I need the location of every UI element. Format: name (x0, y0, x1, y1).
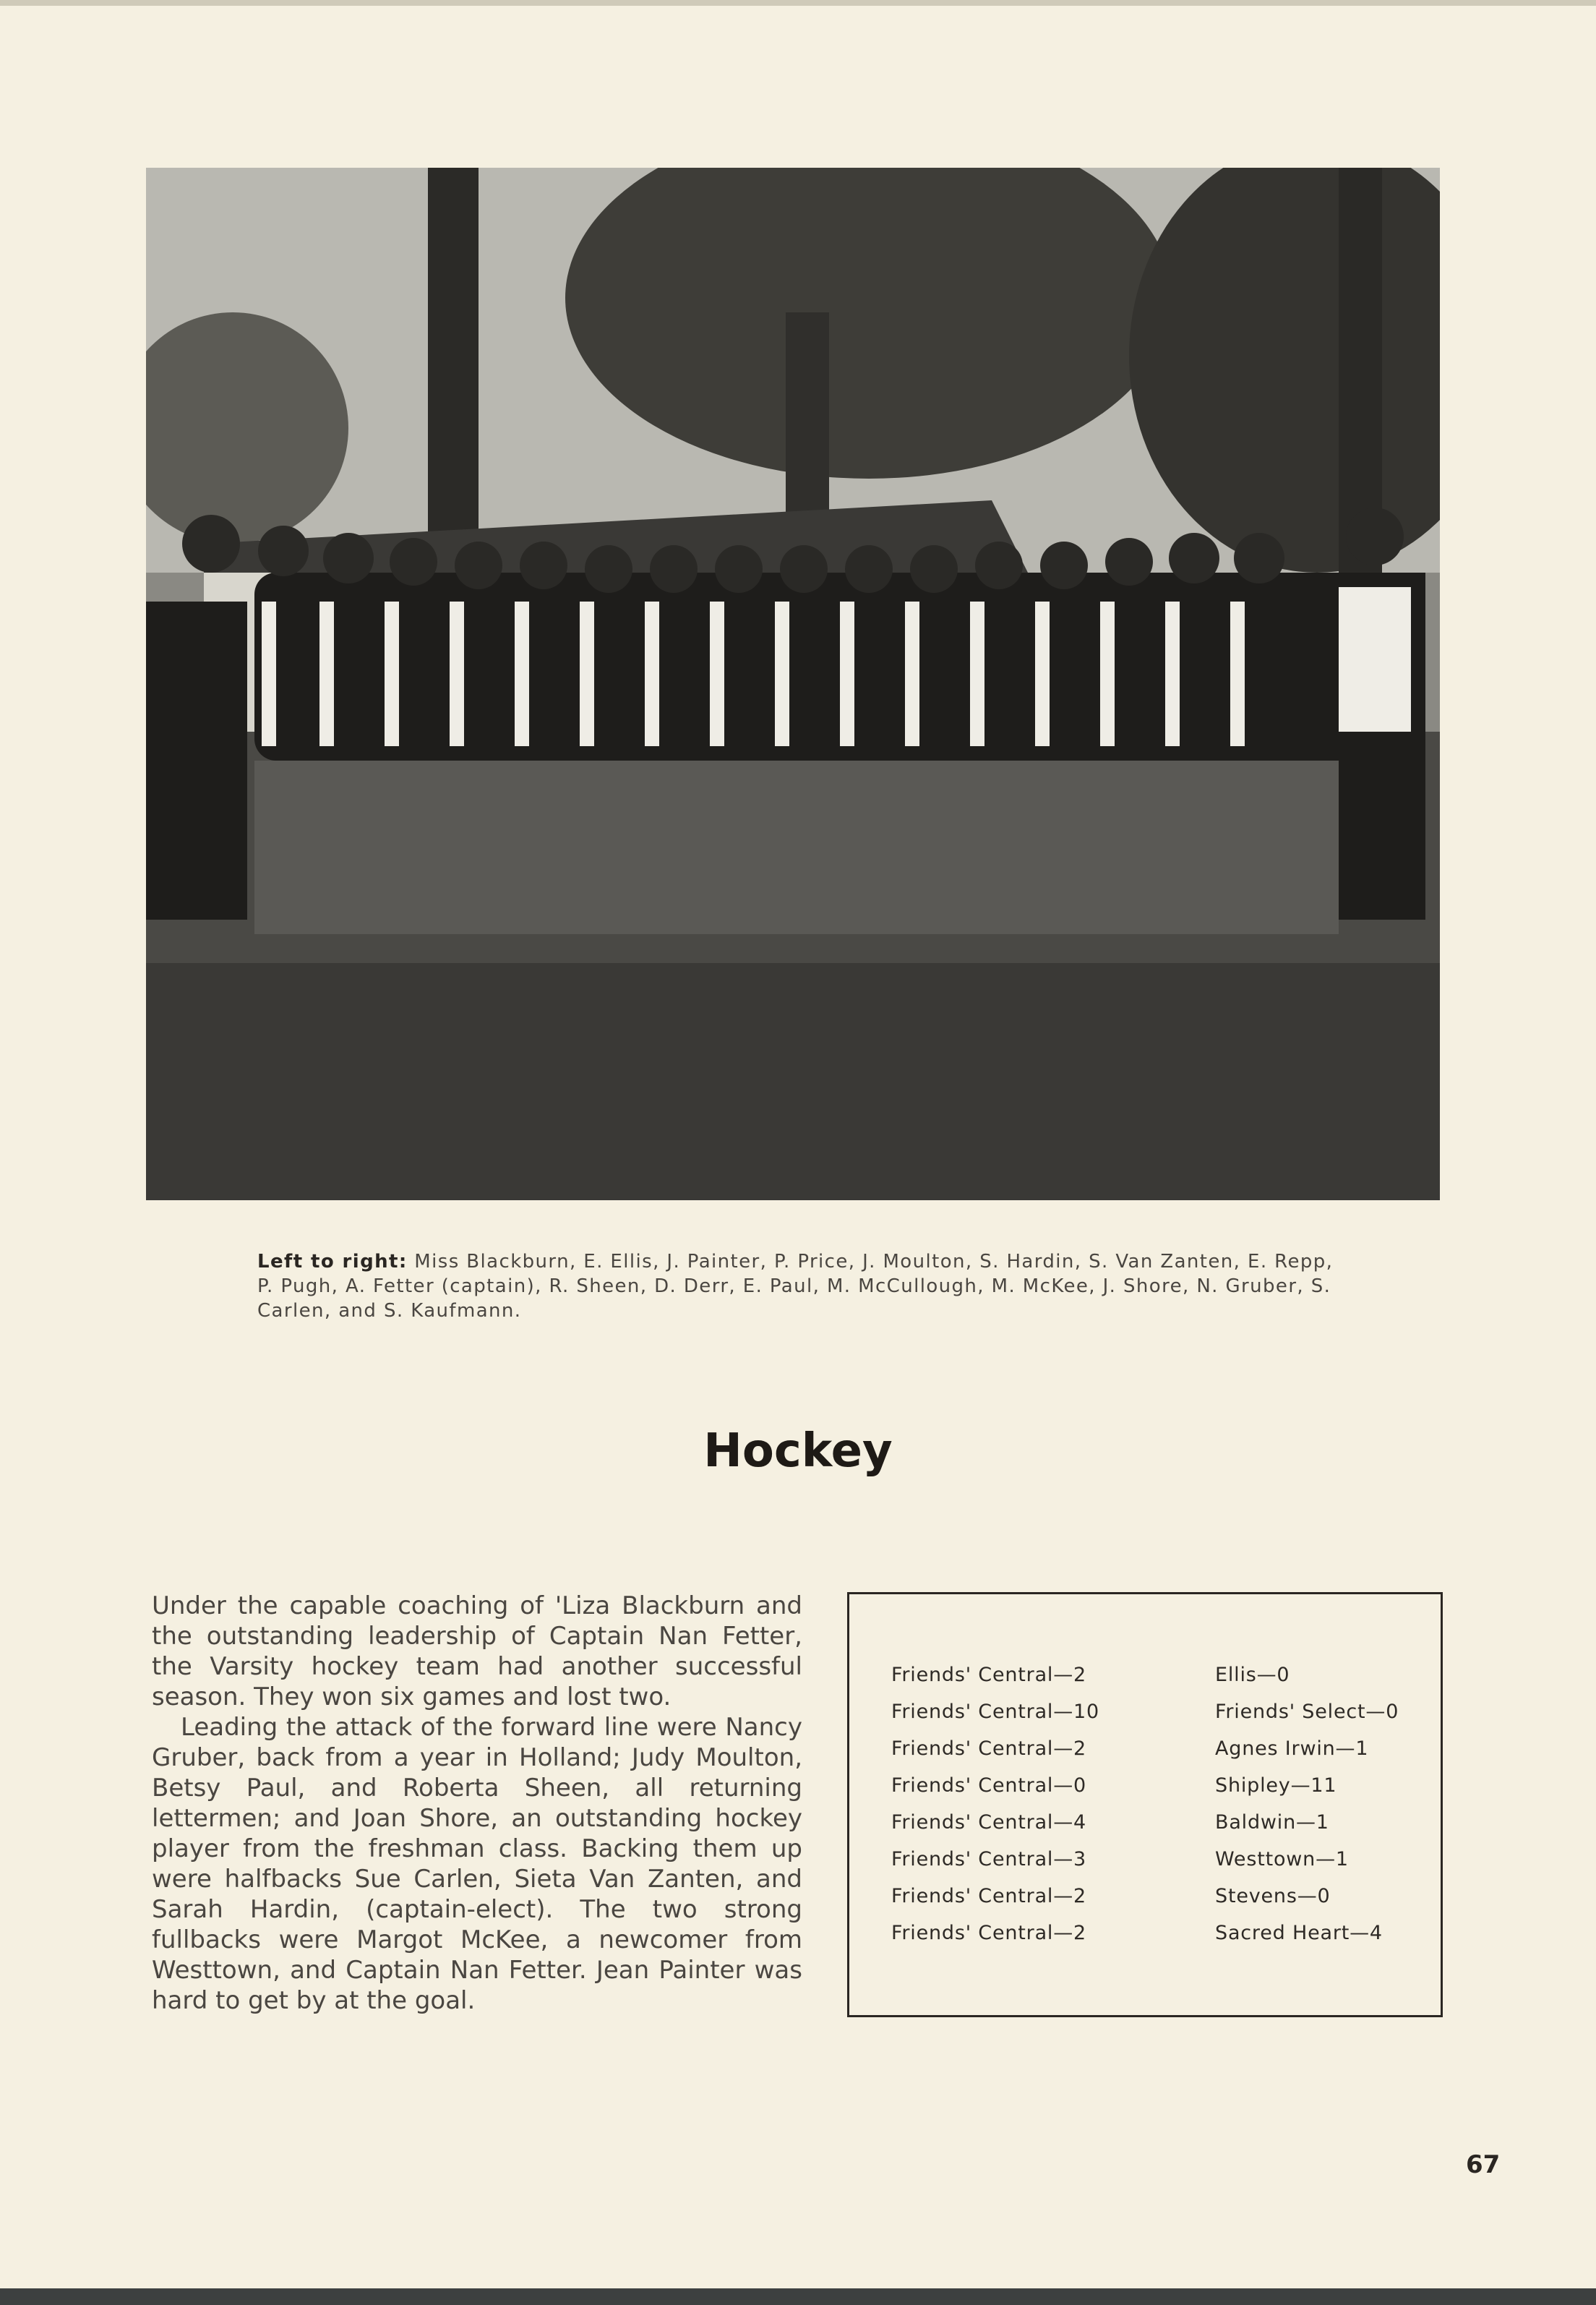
caption-names: Miss Blackburn, E. Ellis, J. Painter, P. Price, J. Moulton, S. Hardin, S. Van Zanten, E. Repp, P. Pugh, A. Fetter (captain), R. Sheen, D. Derr, E. Paul, M. McCullough, M. McKee, J. Shore, N. Gruber, S. Carlen, and S. Kaufmann. (257, 1251, 1334, 1322)
home-score: Friends' Central—3 (891, 1848, 1086, 1870)
home-score: Friends' Central—0 (891, 1774, 1086, 1797)
page-top-edge (0, 0, 1596, 6)
home-score: Friends' Central—4 (891, 1811, 1086, 1834)
caption-lead: Left to right: (257, 1251, 408, 1273)
article-paragraph: Under the capable coaching of 'Liza Blackburn and the outstanding leadership of Captain Nan Fetter, the Varsity hockey team had another successful season. They won six games and lost two. (152, 1591, 802, 1711)
home-score: Friends' Central—2 (891, 1922, 1086, 1944)
page-bottom-edge (0, 2288, 1596, 2305)
team-photo-icon (146, 168, 1440, 1200)
opponent-score: Shipley—11 (1215, 1774, 1337, 1797)
opponent-score: Friends' Select—0 (1215, 1701, 1399, 1723)
page-title: Hockey (703, 1424, 893, 1478)
opponent-score: Westtown—1 (1215, 1848, 1349, 1870)
season-scores-box (847, 1592, 1443, 2017)
page-number: 67 (1466, 2150, 1501, 2179)
home-score: Friends' Central—2 (891, 1737, 1086, 1760)
team-photo (146, 168, 1440, 1200)
opponent-score: Baldwin—1 (1215, 1811, 1329, 1834)
home-scores-column (891, 1656, 1099, 1951)
opponent-score: Sacred Heart—4 (1215, 1922, 1383, 1944)
opponent-score: Ellis—0 (1215, 1664, 1290, 1686)
photo-caption (257, 1249, 1342, 1323)
opponent-score: Agnes Irwin—1 (1215, 1737, 1369, 1760)
home-score: Friends' Central—2 (891, 1664, 1086, 1686)
opponent-score: Stevens—0 (1215, 1885, 1331, 1907)
home-score: Friends' Central—2 (891, 1885, 1086, 1907)
article-body (152, 1591, 802, 2016)
opponent-scores-column (1215, 1656, 1399, 1951)
article-paragraph: Leading the attack of the forward line were Nancy Gruber, back from a year in Holland; Judy Moulton, Betsy Paul, and Roberta Sheen, all returning lettermen; and Joan Shore, an outstanding hockey player from the freshman class. Backing them up were halfbacks Sue Carlen, Sieta Van Zanten, and Sarah Hardin, (captain-elect). The two strong fullbacks were Margot McKee, a newcomer from Westtown, and Captain Nan Fetter. Jean Painter was hard to get by at the goal. (152, 1713, 802, 2015)
home-score: Friends' Central—10 (891, 1701, 1099, 1723)
